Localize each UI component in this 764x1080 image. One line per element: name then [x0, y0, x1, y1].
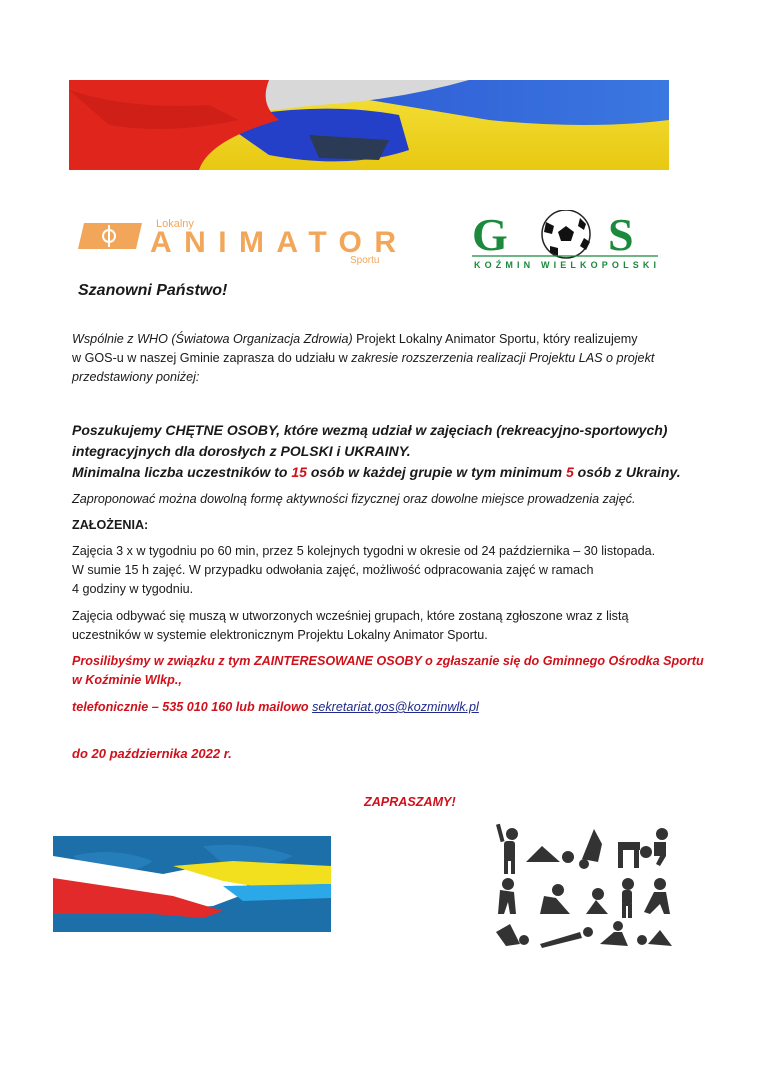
contact-phone-text: telefonicznie – 535 010 160 lub mailowo [72, 700, 313, 714]
exercise-figure-icon [654, 828, 668, 866]
assumptions-line-3: 4 godziny w tygodniu. [72, 582, 194, 596]
exercise-figure-icon [579, 829, 602, 869]
contact-line [72, 698, 479, 717]
request-line-1: Prosilibyśmy w związku z tym ZAINTERESOWANE OSOBY o zgłaszanie się do Gminnego Ośrodka Sportu [72, 654, 704, 668]
groups-line-2: uczestników w systemie elektronicznym Projektu Lokalny Animator Sportu. [72, 628, 488, 642]
call-line-1: Poszukujemy CHĘTNE OSOBY, które wezmą udział w zajęciach (rekreacyjno-sportowych) [72, 422, 668, 438]
logo-text-animator: ANIMATOR [150, 226, 396, 259]
invite-text: ZAPRASZAMY! [364, 795, 456, 809]
intro-text-2: w GOS-u w naszej Gminie zaprasza do udziału w [72, 351, 352, 365]
assumptions-paragraph [72, 542, 655, 599]
logo-text-sportu: Sportu [350, 255, 380, 265]
exercise-figure-icon [540, 884, 570, 914]
exercise-figure-icon [618, 842, 652, 868]
svg-text:G: G [472, 210, 508, 260]
exercise-figure-icon [622, 878, 634, 918]
deadline-text: do 20 października 2022 r. [72, 746, 232, 761]
exercise-figure-icon [498, 878, 516, 914]
exercise-figure-icon [586, 888, 608, 914]
exercise-figure-icon [600, 921, 628, 946]
exercise-figure-icon [496, 924, 529, 946]
flags-banner-image [69, 80, 669, 170]
email-link[interactable]: sekretariat.gos@kozminwlk.pl [312, 700, 479, 714]
assumptions-heading: ZAŁOŻENIA: [72, 518, 149, 532]
greeting: Szanowni Państwo! [78, 282, 228, 299]
proposal-text: Zaproponować można dowolną formę aktywności fizycznej oraz dowolne miejsce prowadzenia zajęć. [72, 492, 636, 506]
intro-who-text: Wspólnie z WHO (Światowa Organizacja Zdrowia) [72, 332, 353, 346]
gos-logo-subtitle: KOŹMIN WIELKOPOLSKI [474, 260, 656, 270]
min-ukraine-number: 5 [566, 464, 574, 480]
assumptions-line-2: W sumie 15 h zajęć. W przypadku odwołania zajęć, możliwość odpracowania zajęć w ramach [72, 563, 594, 577]
svg-text:S: S [608, 210, 634, 260]
groups-paragraph [72, 607, 628, 645]
exercise-figure-icon [644, 878, 670, 914]
lokalny-animator-sportu-logo [78, 215, 398, 265]
call-line-2: integracyjnych dla dorosłych z POLSKI i UKRAINY. [72, 443, 411, 459]
request-line-2: w Koźminie Wlkp., [72, 673, 182, 687]
groups-line-1: Zajęcia odbywać się muszą w utworzonych wcześniej grupach, które zostaną zgłoszone wraz z listą [72, 609, 629, 623]
exercise-pictograms-image [490, 814, 674, 950]
handshake-image [53, 836, 331, 932]
assumptions-line-1: Zajęcia 3 x w tygodniu po 60 min, przez 5 kolejnych tygodni w okresie od 24 października – 30 listopada. [72, 544, 656, 558]
min-participants-number: 15 [291, 464, 307, 480]
intro-text-3: zakresie rozszerzenia realizacji Projektu LAS o projekt [351, 351, 655, 365]
exercise-figure-icon [637, 930, 672, 946]
call-line-3a: Minimalna liczba uczestników to [72, 464, 292, 480]
call-line-3c: osób z Ukrainy. [573, 464, 681, 480]
intro-text-4: przedstawiony poniżej: [72, 370, 200, 384]
intro-text-1: Projekt Lokalny Animator Sportu, który realizujemy [352, 332, 638, 346]
exercise-figure-icon [540, 927, 593, 948]
exercise-figure-icon [526, 846, 574, 863]
call-paragraph [72, 420, 681, 483]
request-paragraph [72, 652, 704, 690]
intro-paragraph [72, 330, 654, 387]
logo-text-lokalny: Lokalny [156, 218, 194, 230]
call-line-3b: osób w każdej grupie w tym minimum [306, 464, 566, 480]
gos-kozmin-logo [472, 210, 662, 270]
exercise-figure-icon [496, 824, 518, 874]
